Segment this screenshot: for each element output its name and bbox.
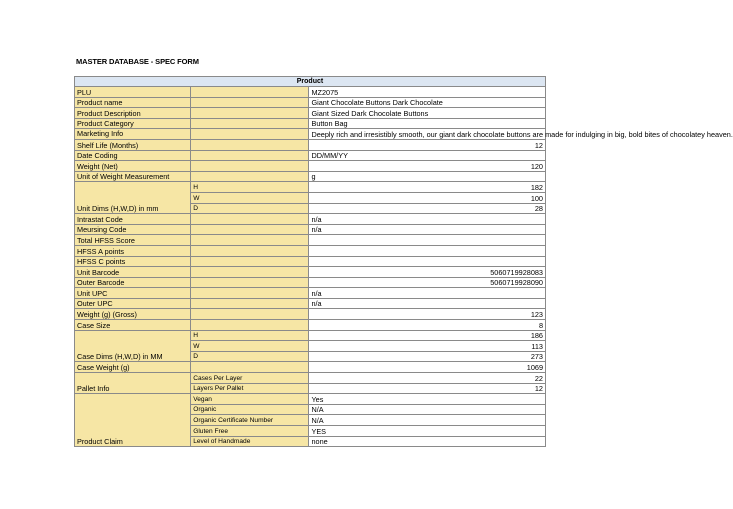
product-claim-label: Product Claim xyxy=(75,394,191,447)
vegan-value[interactable]: Yes xyxy=(309,394,546,405)
empty-cell xyxy=(191,245,309,256)
table-row xyxy=(75,139,546,150)
empty-cell xyxy=(191,139,309,150)
unit-dims-d-label: D xyxy=(191,203,309,214)
unit-of-weight-value[interactable]: g xyxy=(309,171,546,182)
table-row xyxy=(75,97,546,108)
empty-cell xyxy=(191,298,309,309)
weight-gross-value[interactable]: 123 xyxy=(309,309,546,320)
hfss-c-label: HFSS C points xyxy=(75,256,191,267)
unit-dims-h-label: H xyxy=(191,182,309,193)
document-title: MASTER DATABASE - SPEC FORM xyxy=(76,57,199,66)
empty-cell xyxy=(191,161,309,172)
pallet-info-label: Pallet Info xyxy=(75,373,191,394)
organic-label: Organic xyxy=(191,404,309,415)
product-description-label: Product Description xyxy=(75,108,191,119)
spec-table xyxy=(74,76,733,447)
empty-cell xyxy=(191,108,309,119)
table-row xyxy=(75,277,546,288)
table-row xyxy=(75,224,546,235)
meursing-code-value[interactable]: n/a xyxy=(309,224,546,235)
case-weight-value[interactable]: 1069 xyxy=(309,362,546,373)
unit-barcode-value[interactable]: 5060719928083 xyxy=(309,267,546,278)
hfss-c-value[interactable] xyxy=(309,256,546,267)
total-hfss-label: Total HFSS Score xyxy=(75,235,191,246)
date-coding-value[interactable]: DD/MM/YY xyxy=(309,150,546,161)
empty-cell xyxy=(191,214,309,225)
outer-upc-label: Outer UPC xyxy=(75,298,191,309)
unit-dims-w-value[interactable]: 100 xyxy=(309,192,546,203)
table-row xyxy=(75,267,546,278)
weight-gross-label: Weight (g) (Gross) xyxy=(75,309,191,320)
table-row xyxy=(75,235,546,246)
shelf-life-label: Shelf Life (Months) xyxy=(75,139,191,150)
empty-cell xyxy=(191,129,309,140)
layers-per-pallet-value[interactable]: 12 xyxy=(309,383,546,394)
table-row xyxy=(75,288,546,299)
case-dims-w-label: W xyxy=(191,341,309,352)
meursing-code-label: Meursing Code xyxy=(75,224,191,235)
unit-barcode-label: Unit Barcode xyxy=(75,267,191,278)
date-coding-label: Date Coding xyxy=(75,150,191,161)
table-row xyxy=(75,182,546,193)
intrastat-code-value[interactable]: n/a xyxy=(309,214,546,225)
case-dims-w-value[interactable]: 113 xyxy=(309,341,546,352)
unit-dims-label: Unit Dims (H,W,D) in mm xyxy=(75,182,191,214)
empty-cell xyxy=(191,309,309,320)
unit-dims-w-label: W xyxy=(191,192,309,203)
table-row xyxy=(75,108,546,119)
organic-certificate-value[interactable]: N/A xyxy=(309,415,546,426)
weight-net-label: Weight (Net) xyxy=(75,161,191,172)
handmade-level-value[interactable]: none xyxy=(309,436,546,447)
case-dims-d-label: D xyxy=(191,351,309,362)
empty-cell xyxy=(191,97,309,108)
case-dims-d-value[interactable]: 273 xyxy=(309,351,546,362)
organic-certificate-label: Organic Certificate Number xyxy=(191,415,309,426)
empty-cell xyxy=(191,362,309,373)
table-row xyxy=(75,394,546,405)
case-dims-h-value[interactable]: 186 xyxy=(309,330,546,341)
organic-value[interactable]: N/A xyxy=(309,404,546,415)
empty-cell xyxy=(191,87,309,98)
table-row xyxy=(75,362,546,373)
cases-per-layer-value[interactable]: 22 xyxy=(309,373,546,384)
cases-per-layer-label: Cases Per Layer xyxy=(191,373,309,384)
case-dims-h-label: H xyxy=(191,330,309,341)
hfss-a-value[interactable] xyxy=(309,245,546,256)
weight-net-value[interactable]: 120 xyxy=(309,161,546,172)
table-row xyxy=(75,330,546,341)
outer-barcode-label: Outer Barcode xyxy=(75,277,191,288)
unit-upc-label: Unit UPC xyxy=(75,288,191,299)
case-dims-label: Case Dims (H,W,D) in MM xyxy=(75,330,191,362)
unit-of-weight-label: Unit of Weight Measurement xyxy=(75,171,191,182)
empty-cell xyxy=(191,150,309,161)
shelf-life-value[interactable]: 12 xyxy=(309,139,546,150)
table-row xyxy=(75,245,546,256)
empty-cell xyxy=(191,256,309,267)
empty-cell xyxy=(191,171,309,182)
layers-per-pallet-label: Layers Per Pallet xyxy=(191,383,309,394)
case-weight-label: Case Weight (g) xyxy=(75,362,191,373)
table-row xyxy=(75,256,546,267)
table-row xyxy=(75,309,546,320)
product-category-label: Product Category xyxy=(75,118,191,129)
vegan-label: Vegan xyxy=(191,394,309,405)
intrastat-code-label: Intrastat Code xyxy=(75,214,191,225)
table-row xyxy=(75,150,546,161)
empty-cell xyxy=(191,267,309,278)
empty-cell xyxy=(191,277,309,288)
table-row xyxy=(75,161,546,172)
handmade-level-label: Level of Handmade xyxy=(191,436,309,447)
empty-cell xyxy=(191,235,309,246)
empty-cell xyxy=(191,118,309,129)
table-row xyxy=(75,373,546,384)
table-row xyxy=(75,214,546,225)
product-description-value[interactable]: Giant Sized Dark Chocolate Buttons xyxy=(309,108,546,119)
table-row xyxy=(75,298,546,309)
table-row xyxy=(75,320,546,331)
gluten-free-label: Gluten Free xyxy=(191,426,309,437)
marketing-info-label: Marketing Info xyxy=(75,129,191,140)
empty-cell xyxy=(191,320,309,331)
case-size-value[interactable]: 8 xyxy=(309,320,546,331)
product-name-value[interactable]: Giant Chocolate Buttons Dark Chocolate xyxy=(309,97,546,108)
outer-upc-value[interactable]: n/a xyxy=(309,298,546,309)
plu-value[interactable]: MZ2075 xyxy=(309,87,546,98)
table-row xyxy=(75,171,546,182)
table-header: Product xyxy=(75,77,546,87)
unit-upc-value[interactable]: n/a xyxy=(309,288,546,299)
marketing-info-value[interactable]: Deeply rich and irresistibly smooth, our giant dark chocolate buttons are made for indulging in big, bold bites of chocolatey heaven. xyxy=(309,129,546,140)
table-header-row xyxy=(75,77,546,87)
total-hfss-value[interactable] xyxy=(309,235,546,246)
unit-dims-d-value[interactable]: 28 xyxy=(309,203,546,214)
plu-label: PLU xyxy=(75,87,191,98)
hfss-a-label: HFSS A points xyxy=(75,245,191,256)
table-row xyxy=(75,87,546,98)
case-size-label: Case Size xyxy=(75,320,191,331)
outer-barcode-value[interactable]: 5060719928090 xyxy=(309,277,546,288)
product-name-label: Product name xyxy=(75,97,191,108)
gluten-free-value[interactable]: YES xyxy=(309,426,546,437)
table-row xyxy=(75,118,546,129)
product-category-value[interactable]: Button Bag xyxy=(309,118,546,129)
unit-dims-h-value[interactable]: 182 xyxy=(309,182,546,193)
empty-cell xyxy=(191,224,309,235)
table-row xyxy=(75,129,546,140)
empty-cell xyxy=(191,288,309,299)
